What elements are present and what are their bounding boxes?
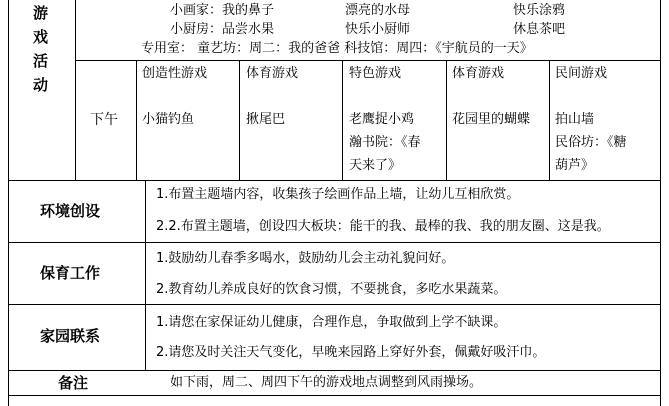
column-divider: [239, 60, 240, 180]
row-divider: [8, 370, 661, 371]
area-activity: 快乐涂鸦: [513, 3, 566, 18]
table-border-bottom: [8, 395, 661, 396]
column-header: 创造性游戏: [142, 66, 208, 81]
activity-label-char: 游: [33, 4, 49, 22]
game-name: 民俗坊：《糖: [555, 135, 627, 150]
activity-label-char: 戏: [33, 28, 49, 46]
remarks-text: 如下雨，周二、周四下午的游戏地点调整到风雨操场。: [170, 375, 483, 390]
care-label: 保育工作: [40, 264, 101, 282]
row-divider: [8, 304, 661, 305]
row-divider: [75, 60, 661, 61]
family-item: 2.请您及时关注天气变化，早晚来园路上穿好外套，佩戴好吸汗巾。: [156, 345, 546, 360]
environment-item: 2.2.布置主题墙，创设四大板块：能干的我、最棒的我、我的朋友圈、这是我。: [156, 219, 610, 234]
environment-item: 1.布置主题墙内容，收集孩子绘画作品上墙，让幼儿互相欣赏。: [156, 187, 520, 202]
activity-label-char: 活: [33, 52, 49, 70]
area-activity: 漂亮的水母: [345, 3, 411, 18]
game-name: 葫芦》: [555, 158, 595, 173]
activity-divider: [75, 0, 76, 180]
column-header: 民间游戏: [555, 66, 608, 81]
area-activity: 小厨房：品尝水果: [170, 22, 275, 37]
afternoon-label: 下午: [90, 112, 118, 128]
column-header: 特色游戏: [349, 66, 402, 81]
area-activity: 休息茶吧: [513, 22, 566, 37]
environment-label: 环境创设: [40, 202, 101, 220]
family-label: 家园联系: [40, 327, 101, 345]
column-header: 体育游戏: [246, 66, 299, 81]
care-item: 1.鼓励幼儿春季多喝水，鼓励幼儿会主动礼貌问好。: [156, 251, 455, 266]
afternoon-divider: [136, 60, 137, 180]
column-header: 体育游戏: [452, 66, 505, 81]
row-divider: [8, 242, 661, 243]
family-item: 1.请您在家保证幼儿健康，合理作息，争取做到上学不缺课。: [156, 315, 507, 330]
game-name: 老鹰捉小鸡: [349, 112, 415, 127]
game-name: 天来了》: [349, 158, 402, 173]
row-divider: [8, 180, 661, 181]
game-name: 揪尾巴: [246, 112, 286, 127]
game-name: 花园里的蝴蝶: [452, 112, 531, 127]
label-divider: [145, 180, 146, 370]
column-divider: [549, 60, 550, 180]
remarks-label: 备注: [58, 374, 89, 392]
special-rooms: 专用室： 童艺坊：周二：我的爸爸 科技馆：周四：《宇航员的一天》: [141, 41, 533, 56]
column-divider: [342, 60, 343, 180]
area-activity: 快乐小厨师: [345, 22, 411, 37]
care-item: 2.教育幼儿养成良好的饮食习惯，不要挑食，多吃水果蔬菜。: [156, 282, 507, 297]
game-name: 拍山墙: [555, 112, 595, 127]
activity-label-char: 动: [33, 76, 49, 94]
game-name: 瀚书院：《春: [349, 135, 421, 150]
game-name: 小猫钓鱼: [142, 112, 195, 127]
area-activity: 小画家：我的鼻子: [170, 3, 275, 18]
column-divider: [446, 60, 447, 180]
table-border-left: [8, 0, 9, 406]
